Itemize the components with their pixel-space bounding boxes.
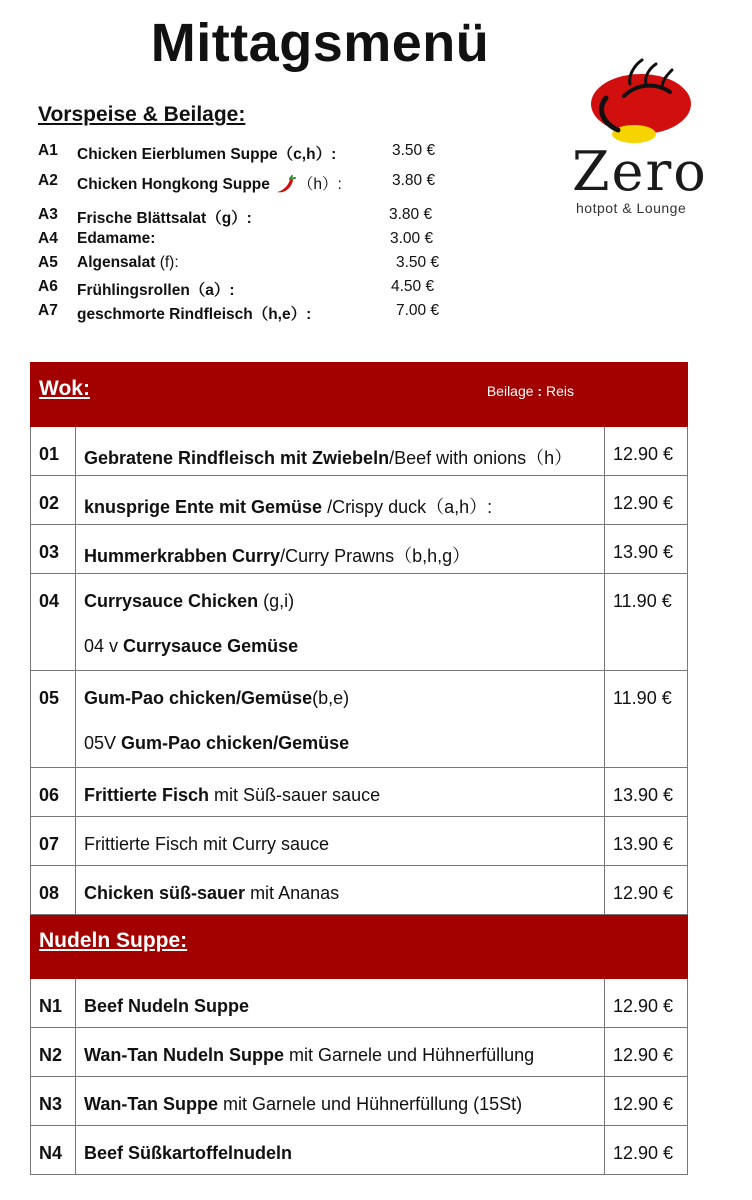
list-item — [38, 300, 508, 324]
section-header-wok — [31, 363, 688, 427]
starters-heading: Vorspeise & Beilage: — [38, 103, 246, 126]
dish-number: 07 — [31, 817, 76, 866]
restaurant-logo — [566, 54, 726, 224]
dish-number: N3 — [31, 1077, 76, 1126]
dish-number: 02 — [31, 476, 76, 525]
item-price: 7.00 € — [396, 302, 440, 319]
item-code: A2 — [38, 172, 58, 189]
table-row — [31, 427, 688, 476]
dish-number: 04 — [31, 574, 76, 671]
item-price: 3.50 € — [392, 142, 436, 159]
item-name: Frische Blättsalat（g）: — [77, 210, 252, 227]
dish-price: 12.90 € — [605, 1028, 688, 1077]
item-price: 3.00 € — [390, 230, 434, 247]
dish-variant: 05V Gum-Pao chicken/Gemüse — [84, 733, 350, 753]
item-name: Chicken Eierblumen Suppe（c,h）: — [77, 146, 337, 163]
item-price: 4.50 € — [391, 278, 435, 295]
dish-price: 12.90 € — [605, 866, 688, 915]
item-price: 3.80 € — [389, 206, 433, 223]
side-dish-note: Beilage : Reis — [486, 383, 574, 399]
section-header-noodles — [31, 915, 688, 979]
dish-price: 11.90 € — [605, 574, 688, 671]
chili-pepper-icon — [274, 175, 296, 195]
table-row — [31, 525, 688, 574]
dish-name: Gum-Pao chicken/Gemüse(b,e) 05V Gum-Pao chicken/Gemüse — [76, 671, 605, 768]
table-row — [31, 1126, 688, 1175]
dish-price: 12.90 € — [605, 1077, 688, 1126]
table-row — [31, 1028, 688, 1077]
menu-table — [30, 362, 688, 1175]
dish-variant: 04 v Currysauce Gemüse — [84, 636, 299, 656]
item-name: geschmorte Rindfleisch（h,e）: — [77, 306, 312, 323]
dish-name: Beef Nudeln Suppe — [76, 979, 605, 1028]
dish-name: Gebratene Rindfleisch mit Zwiebeln/Beef with onions（h） — [76, 427, 605, 476]
dish-name: Frittierte Fisch mit Curry sauce — [76, 817, 605, 866]
item-code: A1 — [38, 142, 58, 159]
dish-number: 06 — [31, 768, 76, 817]
item-code: A7 — [38, 302, 58, 319]
item-price: 3.50 € — [396, 254, 440, 271]
item-name: Algensalat (f): — [77, 254, 179, 271]
dish-name: Currysauce Chicken (g,i) 04 v Currysauce Gemüse — [76, 574, 605, 671]
item-price: 3.80 € — [392, 172, 436, 189]
dish-number: 03 — [31, 525, 76, 574]
table-row — [31, 476, 688, 525]
dish-price: 12.90 € — [605, 1126, 688, 1175]
item-name: Chicken Hongkong Suppe （h）: — [77, 176, 342, 193]
dish-name: Wan-Tan Suppe mit Garnele und Hühnerfüllung (15St) — [76, 1077, 605, 1126]
section-title: Nudeln Suppe: — [39, 929, 188, 952]
dish-name: Beef Süßkartoffelnudeln — [76, 1126, 605, 1175]
dish-number: N2 — [31, 1028, 76, 1077]
table-row — [31, 768, 688, 817]
dish-name: Chicken süß-sauer mit Ananas — [76, 866, 605, 915]
dish-price: 11.90 € — [605, 671, 688, 768]
table-row — [31, 574, 688, 671]
item-name: Frühlingsrollen（a）: — [77, 282, 235, 299]
item-code: A3 — [38, 206, 58, 223]
logo-wordmark: Zero — [572, 140, 708, 203]
table-row — [31, 979, 688, 1028]
dish-price: 12.90 € — [605, 979, 688, 1028]
dish-number: 01 — [31, 427, 76, 476]
starters-list — [38, 140, 508, 324]
dish-price: 12.90 € — [605, 476, 688, 525]
dish-price: 13.90 € — [605, 525, 688, 574]
bowl-icon — [566, 54, 726, 154]
table-row — [31, 1077, 688, 1126]
dish-price: 12.90 € — [605, 427, 688, 476]
dish-name: knusprige Ente mit Gemüse /Crispy duck（a,h）: — [76, 476, 605, 525]
table-row — [31, 817, 688, 866]
dish-name: Hummerkrabben Curry/Curry Prawns（b,h,g） — [76, 525, 605, 574]
dish-name: Wan-Tan Nudeln Suppe mit Garnele und Hühnerfüllung — [76, 1028, 605, 1077]
dish-price: 13.90 € — [605, 817, 688, 866]
dish-name: Frittierte Fisch mit Süß-sauer sauce — [76, 768, 605, 817]
list-item — [38, 252, 508, 276]
list-item — [38, 228, 508, 252]
list-item — [38, 164, 508, 204]
logo-subtitle: hotpot & Lounge — [576, 200, 687, 216]
item-code: A4 — [38, 230, 58, 247]
item-code: A5 — [38, 254, 58, 271]
table-row — [31, 866, 688, 915]
table-row — [31, 671, 688, 768]
item-name: Edamame: — [77, 230, 156, 247]
list-item — [38, 204, 508, 228]
list-item — [38, 276, 508, 300]
dish-number: 05 — [31, 671, 76, 768]
menu-title: Mittagsmenü — [150, 13, 490, 73]
dish-number: N4 — [31, 1126, 76, 1175]
list-item — [38, 140, 508, 164]
dish-number: 08 — [31, 866, 76, 915]
dish-number: N1 — [31, 979, 76, 1028]
section-title: Wok: — [39, 377, 90, 400]
dish-price: 13.90 € — [605, 768, 688, 817]
item-code: A6 — [38, 278, 58, 295]
